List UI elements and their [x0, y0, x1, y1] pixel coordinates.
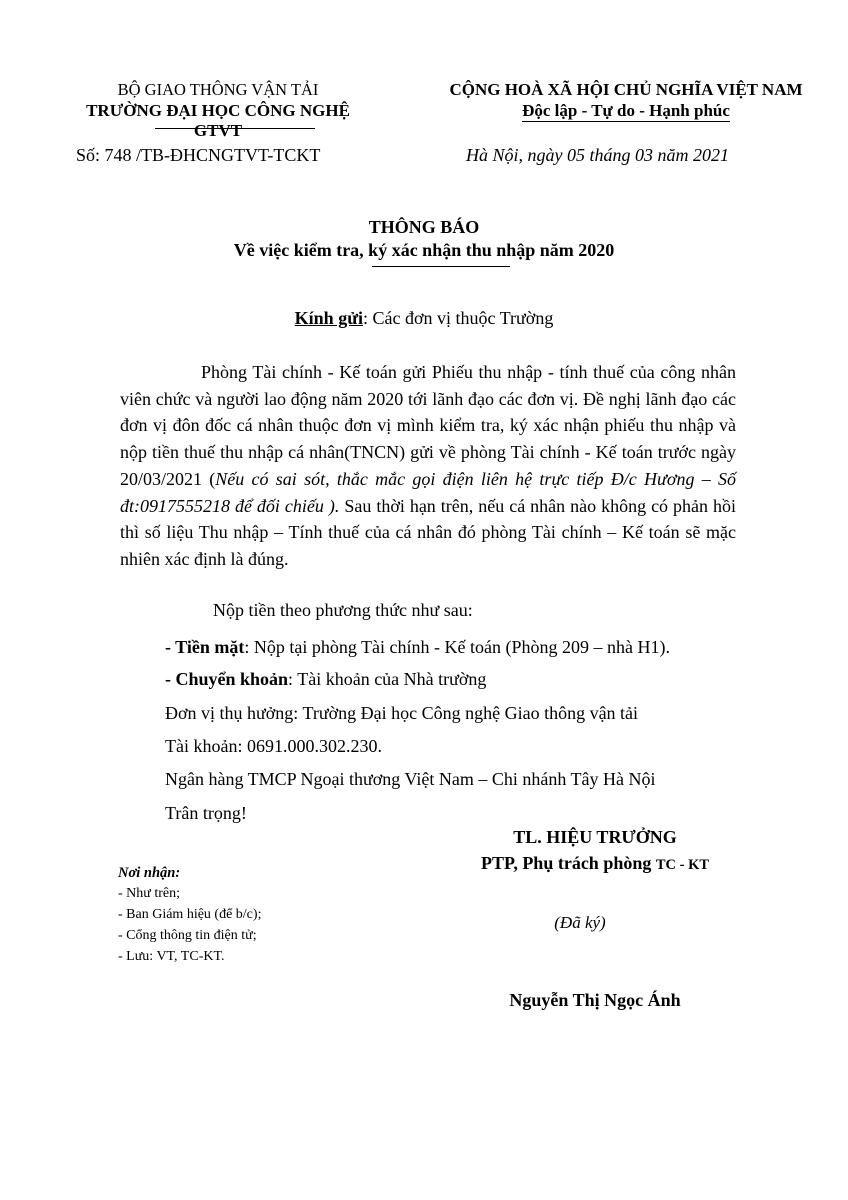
signer-role-text: PTP, Phụ trách phòng: [480, 853, 656, 873]
recipient-value: Các đơn vị thuộc Trường: [372, 308, 554, 328]
subject-underline: [372, 266, 510, 267]
national-motto: [432, 101, 820, 121]
signer-title: TL. HIỆU TRƯỞNG: [513, 827, 677, 847]
cash-line: [165, 637, 670, 658]
recipient-colon: :: [363, 308, 373, 328]
beneficiary-line: Đơn vị thụ hưởng: Trường Đại học Công nghệ Giao thông vận tải: [165, 703, 639, 723]
recipients-item: - Cổng thông tin điện tử;: [118, 928, 257, 943]
signed-note: (Đã ký): [554, 913, 606, 932]
recipients-title: Nơi nhận:: [118, 865, 181, 881]
recipients-item: - Lưu: VT, TC-KT.: [118, 949, 225, 964]
header-divider-left: [155, 128, 315, 129]
school-name: TRƯỜNG ĐẠI HỌC CÔNG NGHỆ GTVT: [86, 101, 350, 140]
transfer-label: - Chuyển khoản: [165, 669, 289, 689]
para-contact-note: Nếu có sai sót, thắc mắc gọi điện liên hệ trực tiếp Đ/c Hương – Số đt:0917555218 để đối chiếu ).: [120, 468, 737, 516]
signer-role-dept: TC - KT: [655, 857, 710, 873]
para-end: Sau thời hạn trên, nếu cá nhân nào không có phản hồi thì số liệu Thu nhập – Tính thuế của cá nhân đó phòng Tài chính – Kế toán sẽ mặc nhiên xác định là đúng.: [120, 495, 737, 569]
ministry-name: BỘ GIAO THÔNG VẬN TẢI: [117, 80, 319, 99]
recipient-label: Kính gửi: [294, 308, 363, 328]
document-title: THÔNG BÁO: [368, 217, 480, 237]
body-paragraph: [120, 359, 736, 573]
cash-text: : Nộp tại phòng Tài chính - Kế toán (Phòng 209 – nhà H1).: [244, 637, 670, 657]
recipient-line: [0, 308, 848, 329]
document-number: Số: 748 /TB-ĐHCNGTVT-TCKT: [76, 145, 321, 165]
bank-line: Ngân hàng TMCP Ngoại thương Việt Nam – Chi nhánh Tây Hà Nội: [165, 769, 656, 789]
para-start: Phòng Tài chính - Kế toán gửi Phiếu thu nhập - tính thuế của công nhân viên chức và người lao động năm 2020 tới lãnh đạo các đơn vị. Đề nghị lãnh đạo các đơn vị đôn đốc cá nhân thuộc đơn vị mình kiểm tra, ký xác nhận phiếu thu nhập và nộp tiền thuế thu nhập cá nhân(TNCN) gửi về phòng Tài chính - Kế toán trước ngày 20/03/2021 (: [120, 362, 736, 489]
document-date: Hà Nội, ngày 05 tháng 03 năm 2021: [466, 145, 729, 165]
document-subject: Về việc kiểm tra, ký xác nhận thu nhập năm 2020: [233, 240, 615, 260]
recipients-item: - Ban Giám hiệu (để b/c);: [118, 907, 262, 922]
republic-name: CỘNG HOÀ XÃ HỘI CHỦ NGHĨA VIỆT NAM: [449, 80, 803, 99]
signer-name: Nguyễn Thị Ngọc Ánh: [509, 990, 681, 1010]
cash-label: - Tiền mặt: [165, 637, 245, 657]
payment-intro: Nộp tiền theo phương thức như sau:: [213, 600, 473, 620]
recipients-item: - Như trên;: [118, 886, 181, 901]
motto-text: Độc lập - Tự do - Hạnh phúc: [522, 101, 730, 120]
account-line: Tài khoản: 0691.000.302.230.: [165, 736, 382, 756]
transfer-line: [165, 669, 486, 690]
transfer-text: : Tài khoản của Nhà trường: [288, 669, 487, 689]
closing-line: Trân trọng!: [165, 803, 247, 823]
signer-role: [420, 853, 770, 874]
